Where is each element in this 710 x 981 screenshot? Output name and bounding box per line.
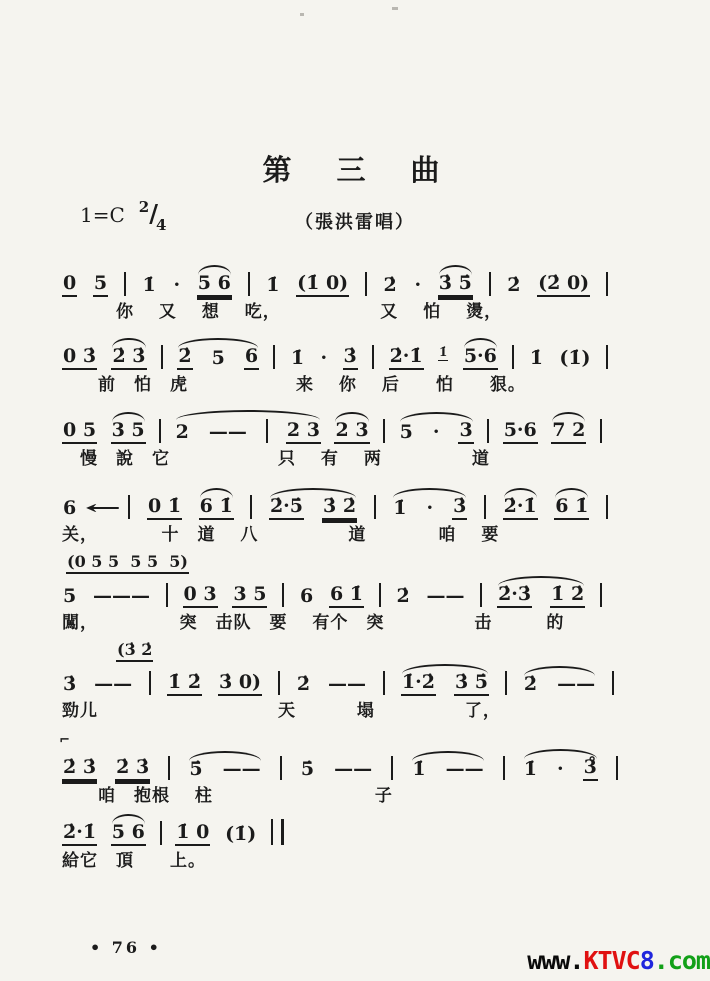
note-token: 0 — [62, 274, 77, 297]
slur-group — [523, 758, 598, 781]
note-token: (1̇) — [559, 347, 591, 369]
note-token: 2̇ — [296, 673, 311, 695]
lyrics-row: 前 怕 虎 来 你 后 怕 狠。 — [62, 375, 526, 395]
barline — [606, 495, 608, 519]
note-token: 2̇·1̇ — [62, 823, 97, 846]
note-token: 3̇ 0) — [218, 673, 262, 696]
note-token: 6 1̇ — [329, 585, 364, 608]
note-token: 5̇ — [300, 758, 315, 780]
note-token: —— — [222, 758, 261, 780]
note-token: —— — [328, 673, 367, 695]
note-token: (1̇) — [225, 823, 257, 845]
barline — [273, 345, 275, 369]
song-title: 第 三 曲 — [262, 153, 448, 187]
watermark-part: KTVC — [583, 946, 640, 975]
barline — [480, 583, 482, 607]
note-token: 2̇·3̇ — [497, 585, 532, 608]
notation-row — [62, 410, 602, 444]
barline — [505, 671, 507, 695]
note-token: · — [414, 274, 422, 296]
note-token: · — [320, 347, 328, 369]
note-token: ——— — [93, 585, 150, 607]
music-system-6 — [62, 640, 614, 722]
notation-row — [62, 812, 284, 846]
note-token: ← — [84, 497, 122, 519]
barline — [487, 419, 489, 443]
watermark-part: 8 — [639, 946, 654, 975]
note-token: 1̇ — [393, 497, 407, 519]
prefix-notation — [58, 733, 618, 747]
lyrics-row: 勁儿 天 塌 了， — [62, 701, 501, 721]
final-barline — [271, 819, 284, 845]
note-token: 5̇ — [189, 758, 203, 780]
note-token: 5 — [211, 347, 225, 369]
notation-row — [62, 486, 608, 520]
note-token: 3̇ 5̇ — [438, 274, 473, 297]
note-token: 1̇ 2̇ — [550, 585, 585, 608]
note-token: —— — [557, 673, 596, 695]
note-token: 3̊ — [583, 758, 598, 781]
note-token: 0 3 — [183, 585, 218, 608]
note-token: 2̇·5̇ — [269, 497, 304, 520]
barline — [282, 583, 284, 607]
note-token: 6 1̇ — [554, 497, 589, 520]
note-token: 0 1̇ — [147, 497, 182, 520]
slur-group — [188, 760, 261, 781]
slur-group — [411, 760, 484, 781]
barline — [128, 495, 130, 519]
prefix-notation — [66, 552, 602, 574]
barline — [606, 345, 608, 369]
notation-row — [62, 574, 602, 608]
watermark-part: .com — [653, 946, 710, 975]
lyrics-row: 咱 抱根 柱 子 — [62, 786, 393, 806]
note-token: 2̇ — [383, 274, 397, 296]
barline — [266, 419, 268, 443]
note-token: 2̇ — [507, 274, 521, 296]
note-token: —— — [334, 758, 373, 780]
barline — [606, 272, 608, 296]
note-token: 6 — [299, 585, 314, 607]
note-token: 1̇ 0 — [175, 823, 210, 846]
note-token: (1̇ 0) — [296, 274, 349, 297]
note-token: 3̇ — [63, 673, 77, 695]
note-token: 1̇·2̇ — [401, 673, 436, 696]
note-token: 5·6 — [503, 421, 538, 444]
note-token: · — [557, 758, 564, 780]
barline — [374, 495, 376, 519]
note-token: 0 5 — [62, 421, 97, 444]
barline — [612, 671, 614, 695]
music-system-1 — [62, 263, 608, 323]
note-token: 3̇ 2̇ — [322, 497, 357, 520]
music-system-4 — [62, 486, 608, 546]
prefix-notation — [116, 640, 614, 662]
barline — [278, 671, 280, 695]
note-token: · — [432, 421, 440, 443]
barline — [159, 419, 161, 443]
barline — [124, 272, 126, 296]
music-system-3 — [62, 410, 602, 470]
note-token: 5 — [63, 585, 77, 607]
note-token: 0 3̇ — [62, 347, 97, 370]
barline — [600, 419, 602, 443]
music-system-5 — [62, 552, 602, 634]
note-token: 3̇ — [452, 497, 467, 520]
watermark — [527, 946, 710, 975]
barline — [250, 495, 252, 519]
note-token: 7 2 — [551, 421, 586, 444]
barline — [391, 756, 393, 780]
music-system-7 — [59, 733, 618, 807]
note-token: 1̇ — [529, 347, 543, 369]
note-token: 6 1̇ — [199, 497, 234, 520]
lyrics-row: 关， 十 道 八 道 咱 要 — [62, 525, 500, 545]
note-token: 1̇ — [290, 347, 305, 369]
barline — [379, 583, 381, 607]
meter-numerator: 2 — [138, 198, 150, 216]
music-system-2 — [62, 336, 608, 396]
barline — [372, 345, 374, 369]
note-token: 5 — [93, 274, 108, 297]
barline — [600, 583, 602, 607]
barline — [383, 671, 385, 695]
note-token: 1̇ — [142, 274, 156, 296]
note-token: 2 3 — [334, 421, 369, 444]
slur-group — [399, 421, 474, 444]
note-token: (3̇ 2̇ — [116, 640, 153, 662]
barline — [168, 756, 170, 780]
barline — [503, 756, 505, 780]
notation-row — [62, 747, 618, 781]
note-token: —— — [208, 421, 247, 443]
notation-row — [62, 336, 608, 370]
note-token: 5 — [399, 421, 413, 443]
lyrics-row: 給它 頂 上。 — [62, 851, 206, 871]
watermark-part: www. — [527, 946, 584, 975]
barline — [280, 756, 282, 780]
note-token: (0 5 5 5 5 5) — [66, 552, 189, 574]
barline — [161, 345, 163, 369]
lyrics-row: 慢 說 它 只 有 两 道 — [62, 449, 490, 469]
note-token: —— — [94, 673, 133, 695]
note-token: 2̇ 3̇ — [115, 758, 150, 781]
note-token: 6 — [63, 497, 77, 519]
note-token: 6 — [244, 347, 259, 370]
note-token: 3 5 — [111, 421, 146, 444]
note-token: 2 — [175, 421, 189, 443]
barline — [248, 272, 250, 296]
barline — [512, 345, 514, 369]
slur-group — [392, 497, 467, 520]
slur-group — [401, 673, 489, 696]
barline — [166, 583, 168, 607]
note-token: 2 3 — [286, 421, 321, 444]
note-token: 1̇ — [266, 274, 280, 296]
note-token: 2̇·1̇ — [389, 347, 424, 370]
slur-group — [175, 419, 321, 444]
note-token: 1̇ 2̇ — [167, 673, 202, 696]
key-label: 1=C — [80, 203, 125, 227]
note-token: 2̇ — [177, 347, 192, 370]
music-system-8 — [62, 812, 284, 872]
note-token: 1̇ — [439, 345, 448, 359]
barline — [616, 756, 618, 780]
notation-row — [62, 263, 608, 297]
note-token: 3 — [458, 421, 473, 444]
note-token: 1̇ — [523, 758, 537, 780]
barline — [383, 419, 385, 443]
note-token: 5 6 — [111, 823, 146, 846]
meter-denominator: 4 — [156, 216, 167, 234]
note-token: 3̇ 5̇ — [454, 673, 489, 696]
note-token: · — [426, 497, 434, 519]
slur-group — [177, 347, 259, 370]
barline — [484, 495, 486, 519]
slur-group — [523, 675, 596, 696]
note-token: 2̇ 3̇ — [62, 758, 97, 781]
page-number: • 76 • — [90, 938, 162, 957]
notation-row — [62, 662, 614, 696]
note-token: 5·6 — [463, 347, 498, 370]
note-token: —— — [426, 585, 465, 607]
note-token: 2̇ — [523, 673, 538, 695]
note-token: —— — [445, 758, 484, 780]
note-token: (2̇ 0) — [537, 274, 590, 297]
note-token: 2̇·1̇ — [503, 497, 538, 520]
barline — [489, 272, 491, 296]
slur-group — [269, 497, 357, 520]
note-token: 2̇ 3̇ — [111, 347, 146, 370]
note-token: ⌐ — [59, 733, 70, 748]
note-token: 1̇ — [412, 758, 426, 780]
barline — [365, 272, 367, 296]
barline — [160, 821, 162, 845]
note-token: 2̇ — [396, 585, 410, 607]
barline — [149, 671, 151, 695]
note-token: 5 6 — [197, 274, 232, 297]
lyrics-row: 你 又 想 吃， 又 怕 燙， — [62, 302, 503, 322]
singer-credit: （張洪雷唱） — [295, 212, 415, 233]
note-token: · — [173, 274, 181, 296]
slur-group — [497, 585, 585, 608]
lyrics-row: 闖， 突 击队 要 有个 突 击 的 — [62, 613, 565, 633]
note-token: 3̇ — [343, 347, 358, 370]
meter-slash: / — [149, 199, 156, 228]
note-token: 3 5 — [232, 585, 267, 608]
